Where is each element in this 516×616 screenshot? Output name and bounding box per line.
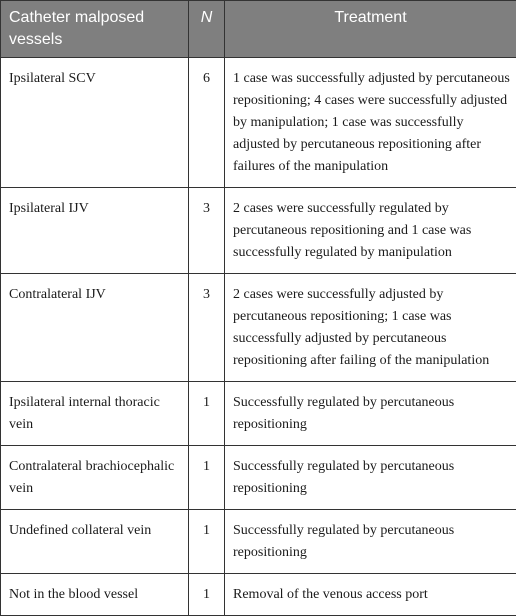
- table-row: [1, 58, 516, 188]
- treatment-cell: 1 case was successfully adjusted by percutaneous repositioning; 4 cases were successfully adjusted by manipulation; 1 case was successfully adjusted by percutaneous repositioning after failures of the manipulation: [225, 58, 516, 188]
- count-cell: 1: [189, 510, 225, 574]
- vessel-cell: Ipsilateral SCV: [1, 58, 189, 188]
- table-row: [1, 510, 516, 574]
- table-row: [1, 574, 516, 616]
- vessel-cell: Undefined collateral vein: [1, 510, 189, 574]
- count-cell: 1: [189, 382, 225, 446]
- treatment-cell: 2 cases were successfully adjusted by percutaneous repositioning; 1 case was successfully adjusted by percutaneous repositioning after failing of the manipulation: [225, 274, 516, 382]
- table-row: [1, 188, 516, 274]
- vessel-cell: Ipsilateral IJV: [1, 188, 189, 274]
- table-row: [1, 382, 516, 446]
- header-treatment: Treatment: [225, 1, 516, 58]
- vessel-cell: Ipsilateral internal thoracic vein: [1, 382, 189, 446]
- vessel-cell: Contralateral brachiocephalic vein: [1, 446, 189, 510]
- table-row: [1, 274, 516, 382]
- treatment-cell: Successfully regulated by percutaneous repositioning: [225, 510, 516, 574]
- header-vessel: Catheter malposed vessels: [1, 1, 189, 58]
- count-cell: 1: [189, 574, 225, 616]
- treatment-cell: Successfully regulated by percutaneous repositioning: [225, 446, 516, 510]
- table-header: [1, 1, 516, 58]
- count-cell: 3: [189, 274, 225, 382]
- treatment-cell: 2 cases were successfully regulated by percutaneous repositioning and 1 case was successfully regulated by manipulation: [225, 188, 516, 274]
- table-body: [1, 58, 516, 616]
- header-n: N: [189, 1, 225, 58]
- count-cell: 3: [189, 188, 225, 274]
- table-row: [1, 446, 516, 510]
- vessel-cell: Not in the blood vessel: [1, 574, 189, 616]
- count-cell: 6: [189, 58, 225, 188]
- vessel-cell: Contralateral IJV: [1, 274, 189, 382]
- treatment-cell: Removal of the venous access port: [225, 574, 516, 616]
- count-cell: 1: [189, 446, 225, 510]
- header-row: [1, 1, 516, 58]
- treatment-cell: Successfully regulated by percutaneous repositioning: [225, 382, 516, 446]
